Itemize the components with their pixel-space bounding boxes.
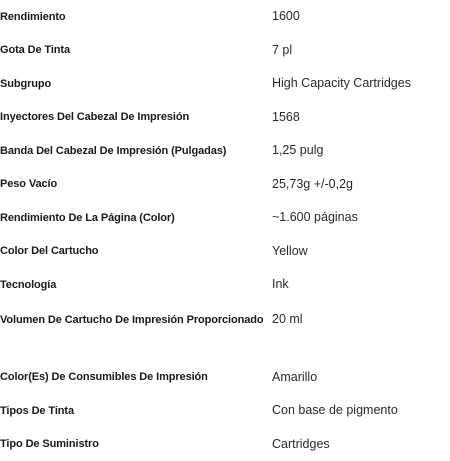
spec-label: Inyectores Del Cabezal De Impresión: [0, 101, 272, 135]
spec-label: Color Del Cartucho: [0, 235, 272, 269]
spec-value: ~1.600 páginas: [272, 201, 450, 235]
spec-label: Tipos De Tinta: [0, 394, 272, 428]
spec-value: Amarillo: [272, 361, 450, 395]
spec-row-page-yield-color: [0, 201, 450, 235]
spec-label: Color(Es) De Consumibles De Impresión: [0, 361, 272, 395]
spec-row-supply-type: [0, 428, 450, 461]
spec-row-supply-colors: [0, 361, 450, 395]
spec-value: 20 ml: [272, 302, 450, 361]
spec-value: 1600: [272, 0, 450, 34]
spec-value: 7 pl: [272, 34, 450, 68]
spec-row-cartridge-volume: [0, 302, 450, 361]
spec-label: Rendimiento: [0, 0, 272, 34]
spec-row-empty-weight: [0, 168, 450, 202]
spec-value: High Capacity Cartridges: [272, 67, 450, 101]
spec-label: Gota De Tinta: [0, 34, 272, 68]
spec-value: 1568: [272, 101, 450, 135]
spec-label: Volumen De Cartucho De Impresión Proporcionado: [0, 302, 272, 361]
spec-label: Banda Del Cabezal De Impresión (Pulgadas): [0, 134, 272, 168]
spec-value: Con base de pigmento: [272, 394, 450, 428]
spec-row-technology: [0, 268, 450, 302]
spec-label: Rendimiento De La Página (Color): [0, 201, 272, 235]
spec-value: 25,73g +/-0,2g: [272, 168, 450, 202]
spec-row-printhead-swath: [0, 134, 450, 168]
spec-label: Tipo De Suministro: [0, 428, 272, 461]
spec-row-yield: [0, 0, 450, 34]
spec-row-printhead-nozzles: [0, 101, 450, 135]
spec-label: Tecnología: [0, 268, 272, 302]
spec-row-subgroup: [0, 67, 450, 101]
spec-label: Subgrupo: [0, 67, 272, 101]
spec-row-ink-drop: [0, 34, 450, 68]
spec-row-cartridge-color: [0, 235, 450, 269]
spec-label: Peso Vacío: [0, 168, 272, 202]
spec-value: 1,25 pulg: [272, 134, 450, 168]
spec-value: Cartridges: [272, 428, 450, 461]
spec-value: Ink: [272, 268, 450, 302]
spec-value: Yellow: [272, 235, 450, 269]
spec-row-ink-types: [0, 394, 450, 428]
